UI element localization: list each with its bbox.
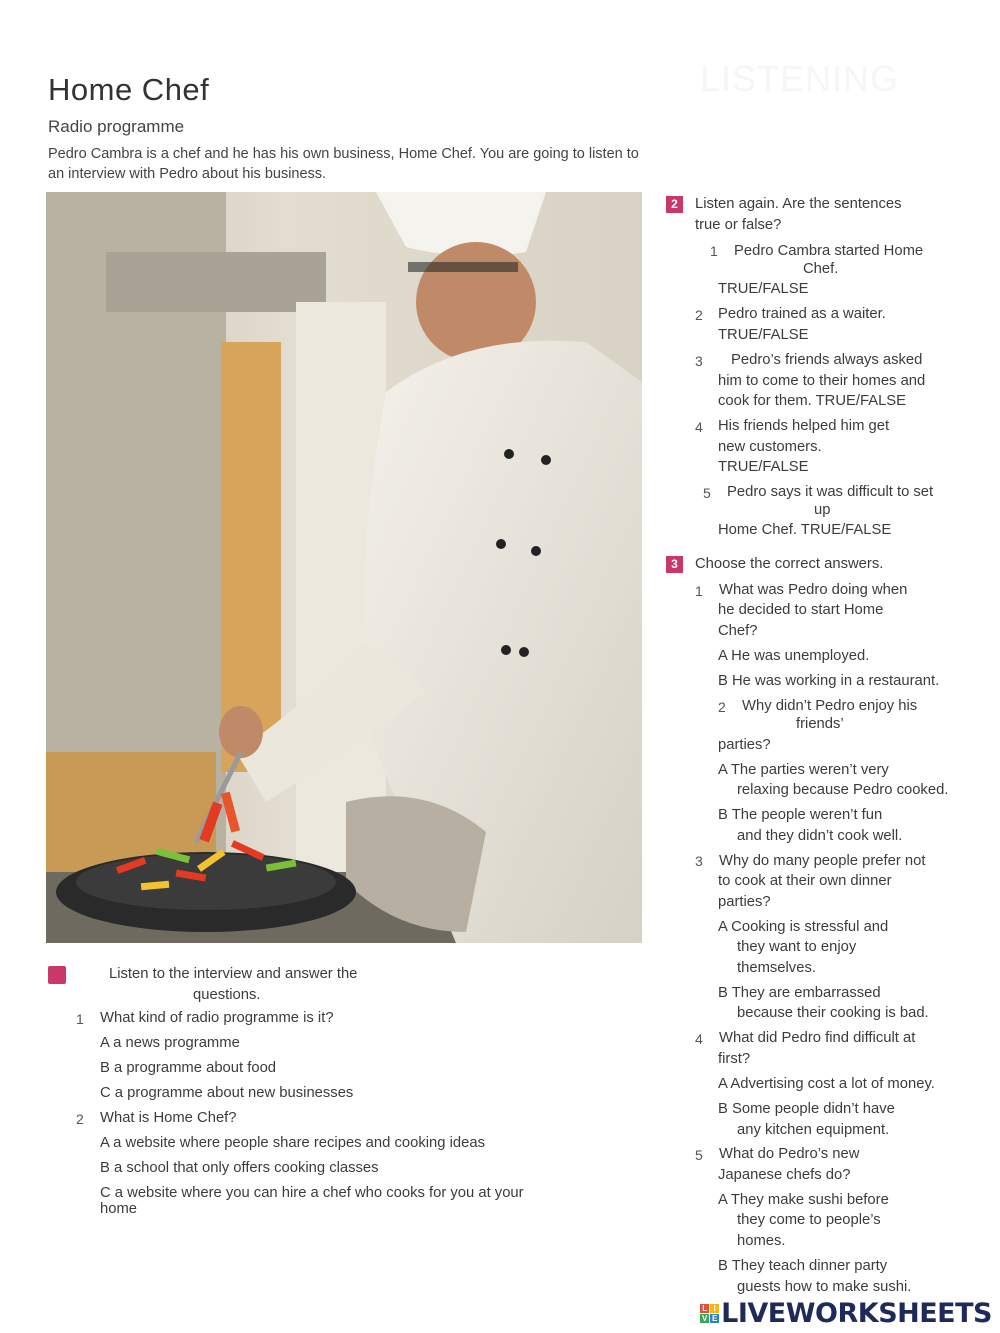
statement-number: 4 xyxy=(695,419,703,435)
liveworksheets-logo xyxy=(700,1298,992,1329)
answer-option-cont: they want to enjoy xyxy=(737,939,857,955)
answer-option[interactable]: A He was unemployed. xyxy=(718,648,870,664)
statement-text: His friends helped him get xyxy=(718,418,890,434)
question-text: What do Pedro’s new xyxy=(719,1146,860,1162)
section-heading-watermark: LISTENING xyxy=(700,58,900,99)
answer-option[interactable]: A a website where people share recipes and cooking ideas xyxy=(100,1135,485,1151)
question-text: parties? xyxy=(718,894,771,910)
answer-option[interactable]: B The people weren’t fun xyxy=(718,807,883,823)
question-number: 4 xyxy=(695,1031,703,1047)
answer-option[interactable]: C a programme about new businesses xyxy=(100,1085,354,1101)
intro-text: Pedro Cambra is a chef and he has his own business, Home Chef. You are going to listen to an interview with Pedro about his business. xyxy=(48,146,639,182)
mark-letter: V xyxy=(701,1314,708,1323)
page-subtitle: Radio programme xyxy=(48,117,185,136)
answer-option-cont: they come to people’s xyxy=(737,1212,881,1228)
answer-option[interactable]: B He was working in a restaurant. xyxy=(718,673,940,689)
statement-text: Pedro trained as a waiter. xyxy=(718,306,886,322)
answer-option-cont: guests how to make sushi. xyxy=(737,1279,912,1295)
answer-option[interactable]: B They teach dinner party xyxy=(718,1258,888,1274)
liveworksheets-wordmark: LIVEWORKSHEETS xyxy=(721,1298,992,1329)
answer-option[interactable]: B a programme about food xyxy=(100,1060,277,1076)
statement-text: Pedro Cambra started Home xyxy=(734,243,924,259)
true-false-choice[interactable]: TRUE/FALSE xyxy=(718,459,809,475)
true-false-choice[interactable]: TRUE/FALSE xyxy=(718,327,809,343)
statement-number: 5 xyxy=(703,485,711,501)
question-text: Chef? xyxy=(718,623,758,639)
question-text: first? xyxy=(718,1051,751,1067)
question-text: Why didn’t Pedro enjoy his xyxy=(742,698,918,714)
question-text: to cook at their own dinner xyxy=(718,873,892,889)
answer-option-cont: home xyxy=(100,1201,138,1217)
exercise-3-badge: 3 xyxy=(666,556,683,573)
question-text: Why do many people prefer not xyxy=(719,853,926,869)
liveworksheets-mark-icon xyxy=(700,1304,719,1323)
answer-option[interactable]: A Advertising cost a lot of money. xyxy=(718,1076,935,1092)
question-text: he decided to start Home xyxy=(718,602,884,618)
exercise-3-instruction: Choose the correct answers. xyxy=(695,556,884,572)
exercise-2-badge: 2 xyxy=(666,196,683,213)
true-false-choice[interactable]: cook for them. TRUE/FALSE xyxy=(718,393,907,409)
answer-option[interactable]: A a news programme xyxy=(100,1035,240,1051)
answer-option-cont: homes. xyxy=(737,1233,786,1249)
question-number: 5 xyxy=(695,1147,703,1163)
question-number: 1 xyxy=(695,583,703,599)
mark-letter: E xyxy=(711,1314,718,1323)
answer-option[interactable]: C a website where you can hire a chef who cooks for you at your xyxy=(100,1185,524,1201)
exercise-2-instruction-cont: true or false? xyxy=(695,217,782,233)
question-number: 2 xyxy=(76,1111,84,1127)
page-title: Home Chef xyxy=(48,72,210,107)
exercise-2-instruction: Listen again. Are the sentences xyxy=(695,196,902,212)
question-number: 1 xyxy=(76,1011,84,1027)
answer-option-cont: any kitchen equipment. xyxy=(737,1122,890,1138)
answer-option[interactable]: A The parties weren’t very xyxy=(718,762,889,778)
statement-text: up xyxy=(814,502,831,518)
question-number: 2 xyxy=(718,699,726,715)
question-text: What kind of radio programme is it? xyxy=(100,1010,334,1026)
exercise-1-marker xyxy=(48,966,66,984)
answer-option[interactable]: B Some people didn’t have xyxy=(718,1101,895,1117)
answer-option-cont: themselves. xyxy=(737,960,816,976)
exercise-1-instruction: Listen to the interview and answer the xyxy=(109,966,358,982)
statement-number: 1 xyxy=(710,243,718,259)
answer-option-cont: because their cooking is bad. xyxy=(737,1005,929,1021)
question-text: parties? xyxy=(718,737,771,753)
statement-number: 2 xyxy=(695,307,703,323)
question-text: Japanese chefs do? xyxy=(718,1167,851,1183)
answer-option[interactable]: B They are embarrassed xyxy=(718,985,881,1001)
question-text: What was Pedro doing when xyxy=(719,582,908,598)
answer-option[interactable]: A Cooking is stressful and xyxy=(718,919,889,935)
statement-text: Pedro says it was difficult to set xyxy=(727,484,934,500)
question-text: friends’ xyxy=(796,716,844,732)
answer-option[interactable]: A They make sushi before xyxy=(718,1192,889,1208)
mark-letter: L xyxy=(700,1304,709,1313)
statement-text: Pedro’s friends always asked xyxy=(731,352,923,368)
question-number: 3 xyxy=(695,853,703,869)
statement-text: Chef. xyxy=(803,261,839,277)
statement-text: him to come to their homes and xyxy=(718,373,926,389)
mark-letter: I xyxy=(710,1304,719,1313)
question-text: What is Home Chef? xyxy=(100,1110,237,1126)
statement-text: new customers. xyxy=(718,439,822,455)
statement-number: 3 xyxy=(695,353,703,369)
chef-illustration xyxy=(46,192,642,943)
true-false-choice[interactable]: TRUE/FALSE xyxy=(718,281,809,297)
answer-option-cont: and they didn’t cook well. xyxy=(737,828,903,844)
answer-option-cont: relaxing because Pedro cooked. xyxy=(737,782,949,798)
chef-cooking-photo xyxy=(46,192,642,943)
true-false-choice[interactable]: Home Chef. TRUE/FALSE xyxy=(718,522,892,538)
answer-option[interactable]: B a school that only offers cooking classes xyxy=(100,1160,379,1176)
exercise-1-instruction-cont: questions. xyxy=(193,987,261,1003)
question-text: What did Pedro find difficult at xyxy=(719,1030,916,1046)
